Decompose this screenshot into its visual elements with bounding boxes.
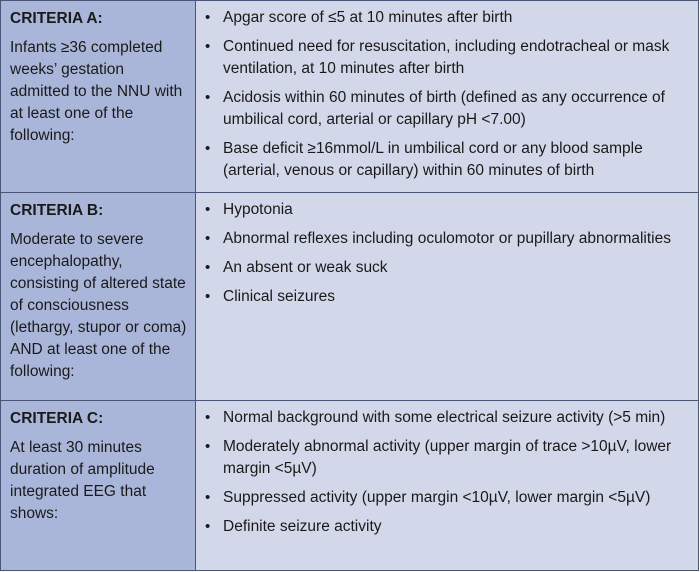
criteria-a-cell [1, 1, 196, 193]
list-item [204, 407, 692, 429]
list-item-text: Clinical seizures [223, 288, 335, 305]
criteria-a-list [204, 7, 692, 182]
list-item [204, 436, 692, 480]
criteria-b-list [204, 199, 692, 308]
list-item-text: Suppressed activity (upper margin <10µV, lower margin <5µV) [223, 489, 651, 506]
list-item [204, 138, 692, 182]
list-item-text: Normal background with some electrical seizure activity (>5 min) [223, 409, 666, 426]
list-item [204, 257, 692, 279]
criteria-c-list [204, 407, 692, 538]
bullet-icon: • [205, 89, 211, 106]
list-item-text: Base deficit ≥16mmol/L in umbilical cord or any blood sample (arterial, venous or capillary) within 60 minutes of birth [223, 140, 643, 179]
list-item-text: Apgar score of ≤5 at 10 minutes after birth [223, 9, 513, 26]
list-item-text: Hypotonia [223, 201, 293, 218]
list-item [204, 36, 692, 80]
list-item-text: Abnormal reflexes including oculomotor or pupillary abnormalities [223, 230, 671, 247]
bullet-icon: • [205, 518, 211, 535]
criteria-c-cell [1, 401, 196, 570]
bullet-icon: • [205, 489, 211, 506]
criteria-b-title: CRITERIA B: [10, 202, 104, 219]
bullet-icon: • [205, 288, 211, 305]
bullet-icon: • [205, 140, 211, 157]
bullet-icon: • [205, 438, 211, 455]
bullet-icon: • [205, 38, 211, 55]
list-item [204, 7, 692, 29]
criteria-b-cell [1, 193, 196, 401]
criteria-c-title: CRITERIA C: [10, 410, 104, 427]
list-item [204, 286, 692, 308]
list-item-text: Acidosis within 60 minutes of birth (defined as any occurrence of umbilical cord, arterial or capillary pH <7.00) [223, 89, 665, 128]
list-item-text: Continued need for resuscitation, including endotracheal or mask ventilation, at 10 minutes after birth [223, 38, 670, 77]
list-item-text: An absent or weak suck [223, 259, 388, 276]
bullet-icon: • [205, 230, 211, 247]
list-item [204, 228, 692, 250]
bullet-icon: • [205, 409, 211, 426]
criteria-c-items-cell [196, 401, 698, 570]
list-item-text: Definite seizure activity [223, 518, 382, 535]
criteria-a-items-cell [196, 1, 698, 193]
list-item [204, 487, 692, 509]
bullet-icon: • [205, 9, 211, 26]
list-item [204, 516, 692, 538]
criteria-a-description: Infants ≥36 completed weeks’ gestation admitted to the NNU with at least one of the following: [10, 39, 183, 144]
list-item [204, 199, 692, 221]
list-item-text: Moderately abnormal activity (upper margin of trace >10µV, lower margin <5µV) [223, 438, 672, 477]
bullet-icon: • [205, 201, 211, 218]
criteria-a-title: CRITERIA A: [10, 10, 103, 27]
bullet-icon: • [205, 259, 211, 276]
criteria-b-items-cell [196, 193, 698, 401]
criteria-c-description: At least 30 minutes duration of amplitude integrated EEG that shows: [10, 439, 155, 522]
list-item [204, 87, 692, 131]
criteria-b-description: Moderate to severe encephalopathy, consisting of altered state of consciousness (lethargy, stupor or coma) AND at least one of the following: [10, 231, 187, 380]
